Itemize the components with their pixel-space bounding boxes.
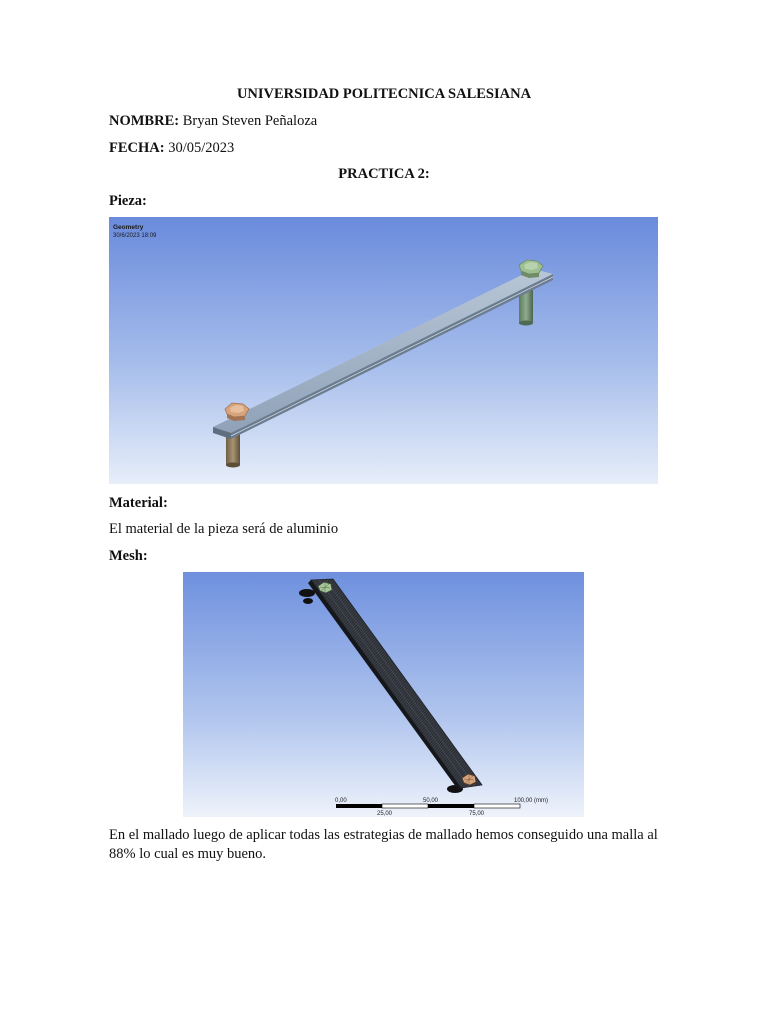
mesh-paragraph: En el mallado luego de aplicar todas las estrategias de mallado hemos conseguido una malla al 88% lo cual es muy bueno.: [109, 827, 658, 862]
name-value: Bryan Steven Peñaloza: [182, 113, 318, 129]
scale-label-100: 100,00 (mm): [514, 798, 549, 804]
mesh-render: [183, 572, 584, 817]
practice-title: PRACTICA 2:: [338, 166, 430, 182]
geometry-figure: [109, 217, 658, 484]
mesh-viewport-background: [183, 572, 584, 817]
material-text: El material de la pieza será de aluminio: [109, 521, 339, 537]
geometry-caption-date: 30/6/2023 18:09: [113, 233, 157, 239]
scale-label-25: 25,00: [377, 811, 393, 817]
piece-heading: Pieza:: [109, 193, 147, 209]
mesh-figure: [183, 572, 584, 817]
name-label: NOMBRE:: [109, 113, 180, 129]
geometry-render: [109, 217, 658, 484]
scale-label-0: 0,00: [335, 798, 347, 804]
name-line: [109, 112, 317, 130]
top-hole: [299, 589, 315, 597]
scale-label-50: 50,00: [423, 798, 439, 804]
university-title: UNIVERSIDAD POLITECNICA SALESIANA: [236, 86, 532, 102]
date-label: FECHA:: [109, 140, 165, 156]
material-heading: Material:: [109, 495, 168, 511]
scale-label-75: 75,00: [469, 811, 485, 817]
geometry-caption-title: Geometry: [113, 224, 144, 231]
date-line: [109, 139, 234, 157]
mesh-heading: Mesh:: [109, 548, 148, 564]
date-value: 30/05/2023: [168, 140, 235, 156]
